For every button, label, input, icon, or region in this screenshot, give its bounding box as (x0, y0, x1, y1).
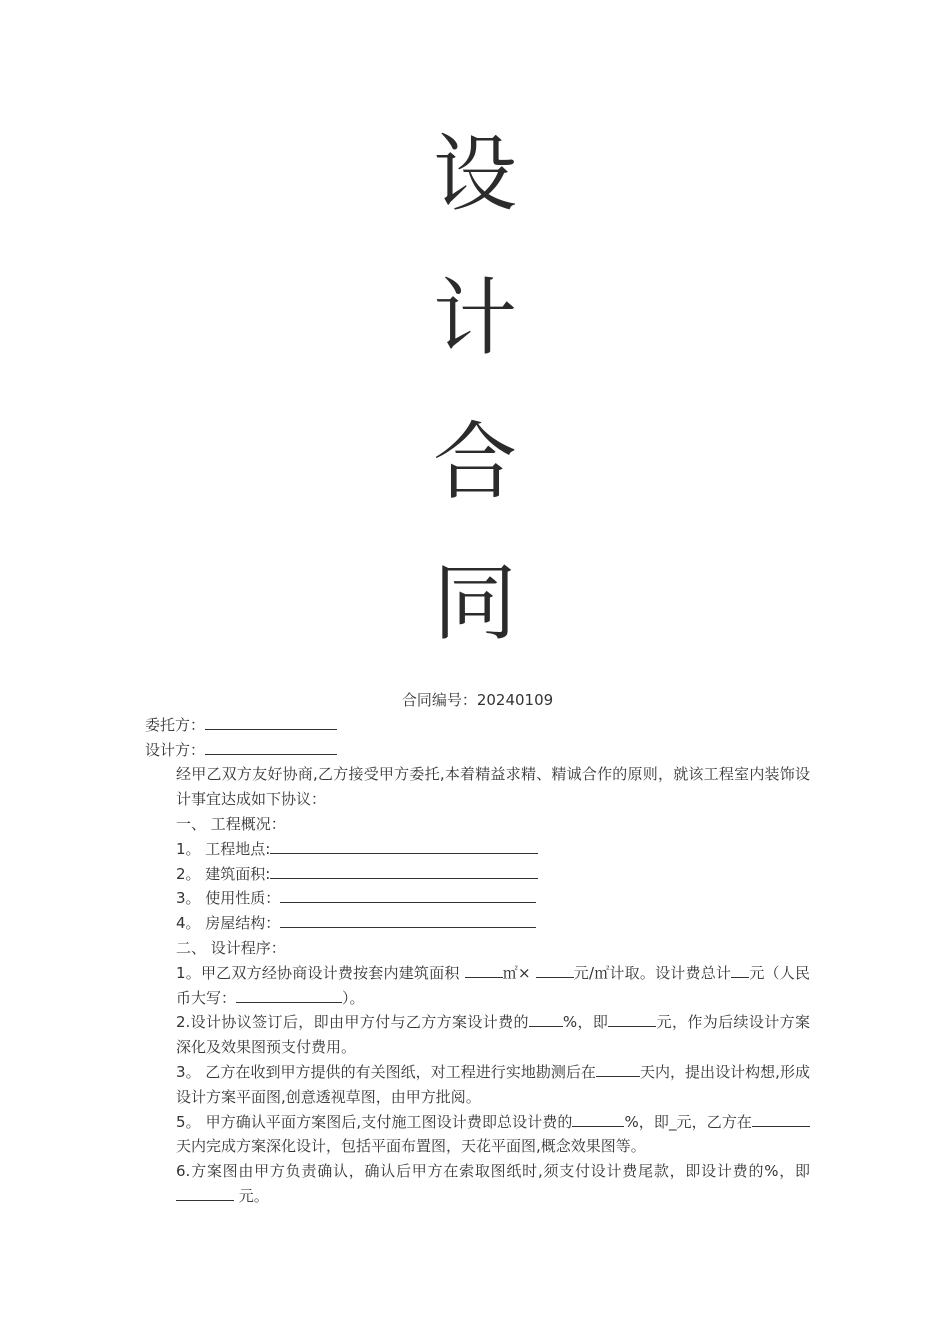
blank-amount-final (176, 1185, 234, 1201)
title-char-1: 设 (432, 125, 517, 223)
section-1-title: 一、 工程概况： (176, 814, 286, 833)
title-char-2: 计 (432, 269, 517, 367)
blank-total-rmb (236, 987, 342, 1003)
blank-percent-2 (572, 1111, 624, 1127)
item-structure: 4。 房屋结构： (145, 911, 810, 936)
blank-unit-price (536, 962, 574, 978)
section-2-title: 二、 设计程序： (176, 938, 286, 957)
item-usage: 3。 使用性质： (145, 886, 810, 911)
title-char-3: 合 (432, 413, 517, 511)
location-blank (270, 838, 538, 854)
blank-area (465, 962, 503, 978)
party-a-line: 委托方： (145, 713, 810, 738)
clause-1: 1。甲乙双方经协商设计费按套内建筑面积 ㎡× 元/㎡计取。设计费总计 元（人民币大写： ）。 (176, 963, 810, 1007)
blank-days-2 (752, 1111, 810, 1127)
party-b-line: 设计方： (145, 738, 810, 763)
blank-amount-1 (608, 1011, 656, 1027)
item-area: 2。 建筑面积: (145, 862, 810, 887)
clause-5: 5。 甲方确认平面方案图后,支付施工图设计费即总设计费的 %，即_元，乙方在天内完成方案深化设计，包括平面布置图，天花平面图,概念效果图等。 (145, 1110, 810, 1160)
title-char-4: 同 (432, 554, 517, 652)
contract-body (145, 688, 810, 1209)
intro-paragraph: 经甲乙双方友好协商,乙方接受甲方委托,本着精益求精、精诚合作的原则，就该工程室内装饰设计事宜达成如下协议： (176, 765, 810, 809)
contract-number: 合同编号：20240109 (401, 691, 554, 709)
party-b-blank (205, 739, 337, 755)
blank-days-1 (596, 1061, 640, 1077)
clause-2: 2.设计协议签订后，即由甲方付与乙方方案设计费的 %，即 元，作为后续设计方案深化及效果图预支付费用。 (176, 1013, 810, 1057)
blank-total (731, 962, 749, 978)
item-location: 1。 工程地点: (145, 837, 810, 862)
usage-blank (280, 887, 536, 903)
blank-percent-1 (529, 1011, 563, 1027)
structure-blank (280, 912, 536, 928)
party-a-blank (205, 714, 337, 730)
area-blank (270, 863, 538, 879)
clause-6: 6.方案图由甲方负责确认，确认后甲方在索取图纸时,须支付设计费尾款，即设计费的%，即 元。 (176, 1162, 810, 1205)
clause-3: 3。 乙方在收到甲方提供的有关图纸，对工程进行实地勘测后在 天内，提出设计构想,形成设计方案平面图,创意透视草图，由甲方批阅。 (176, 1062, 810, 1106)
